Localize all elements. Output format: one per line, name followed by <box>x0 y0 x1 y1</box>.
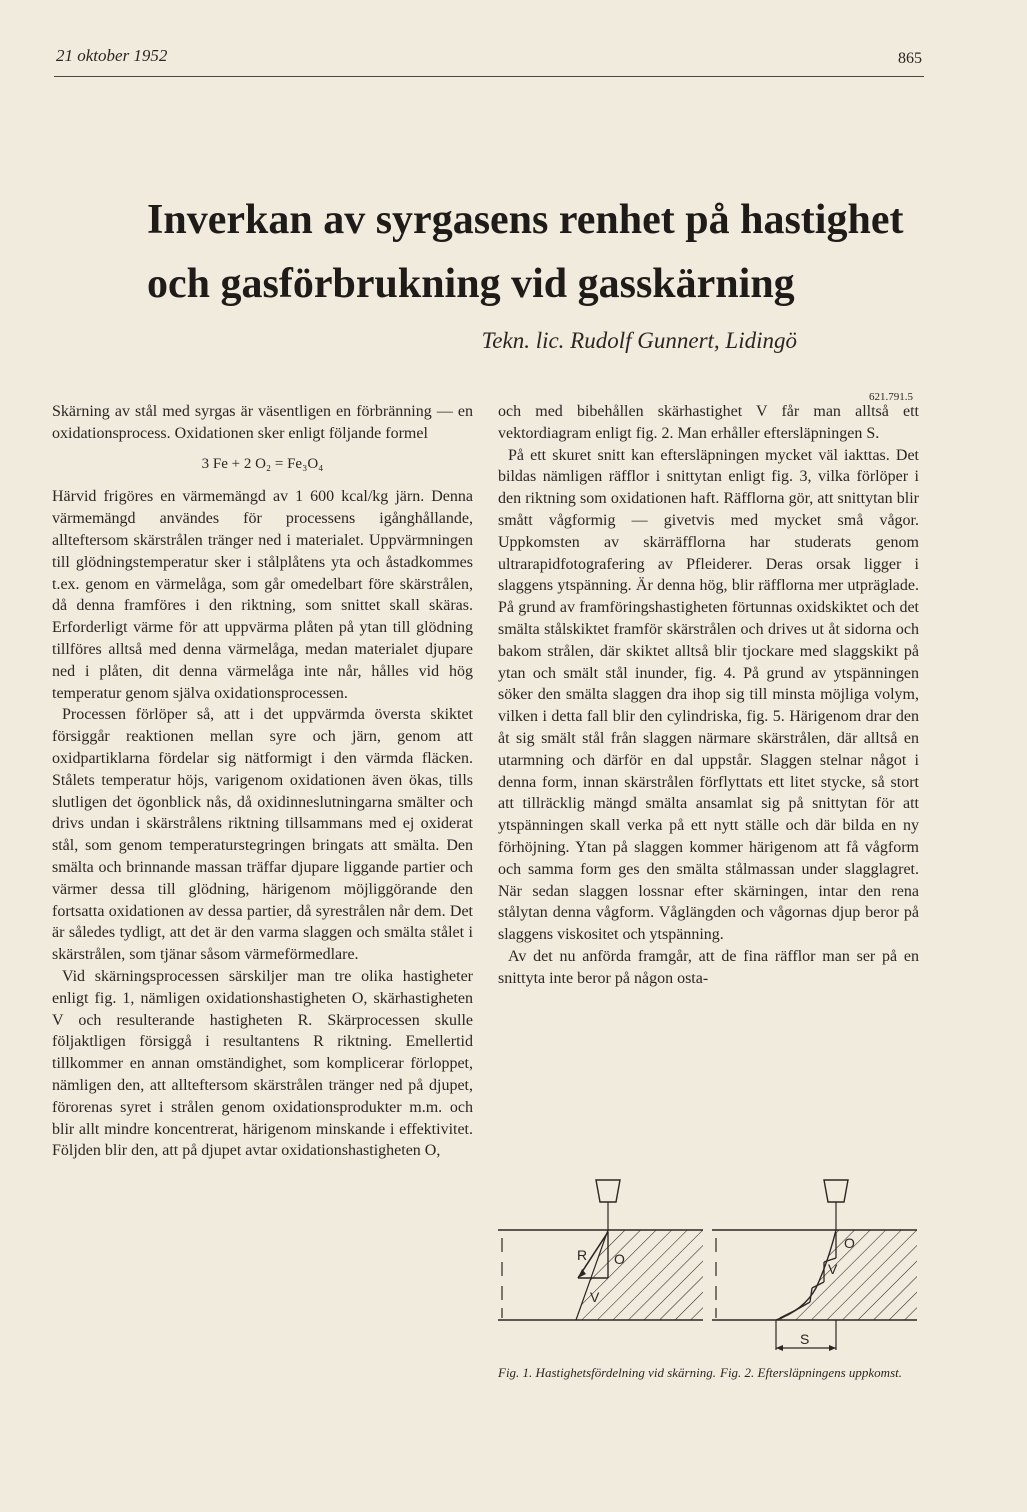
left-paragraph-3: Processen förlöper så, att i det uppvärmda översta skiktet försiggår reaktionen mellan syre och järn, genom att oxidpartiklarna fördelar sig nätformigt i den värmda fläcken. Stålets temperatur höjs, varigenom oxidationen även ökas, tills slutligen det ögonblick nås, då oxidinneslutningarna smälter och drivs undan i skärstrålens riktning tillsammans med ej oxiderat stål, som genom temperaturstegringen bringats att smälta. Den smälta och brinnande massan träffar djupare liggande partier och värmer dessa till glödning, härigenom möjliggörande den fortsatta oxidationen av dessa partier, då syrestrålen når dem. Det är således tydligt, att det är den varma slaggen och smälta stålet i skärstrålen, som tjänar såsom värmeförmedlare. <box>52 706 473 964</box>
page-number: 865 <box>898 50 922 67</box>
nozzle-shape <box>824 1180 848 1202</box>
article-title <box>147 188 947 316</box>
right-paragraph-2: På ett skuret snitt kan eftersläpningen mycket väl iakttas. Det bildas nämligen räfflor i snittytan enligt fig. 3, vilka förlöper i den riktning som oxidationen haft. Räfflorna gör, att snittytan blir smått vågformig — givetvis med mycket små vågor. Uppkomsten av skärräfflorna har studerats genom ultrarapidfotografering av Pfleiderer. Deras orsak ligger i slaggens ytspänning. Är denna hög, blir räfflorna mer utpräglade. På grund av framföringshastigheten förtunnas oxidskiktet och det smälta stålskiktet framför skärstrålen och drives ut åt sidorna och bakom strålen, där skiktet alltså blir tjockare med slaggskikt på ytan och smält stål inunder, fig. 4. På grund av ytspänningen söker den smälta slaggen dra ihop sig till minsta möjliga volym, vilken i detta fall blir den cylindriska, fig. 5. Härigenom drar den åt sig smält stål från slaggen närmare skärstrålen, där alltså en utarmning och därför en dal uppstår. Slaggen stelnar något i denna form, innan skärstrålen förflyttats ett litet stycke, så stort att tillräcklig mängd smälta ansamlat sig på snittytan för att ytspänningen skall verka på ett nytt ställe och där bilda en ny förhöjning. Ytan på slaggen kommer härigenom att få vågform och samma form ges den smälta stålmassan under slagglagret. När sedan slaggen lossnar efter skärningen, intar den rena stålytan denna vågform. Våglängden och vågornas djup beror på slaggens viskositet och ytspänning. <box>498 446 919 944</box>
fig2-label-V: V <box>828 1261 838 1277</box>
fig1-label-V: V <box>590 1289 600 1305</box>
left-paragraph-4: Vid skärningsprocessen särskiljer man tre olika hastigheter enligt fig. 1, nämligen oxidationshastigheten O, skärhastigheten V och resulterande hastigheten R. Skärprocessen skulle följaktligen försiggå i resultantens R riktning. Emellertid tillkommer en annan omständighet, som komplicerar förloppet, nämligen den, att allteftersom skärstrålen tränger ned på djupet, förorenas syret i strålen genom oxidationsprodukter m.m. och blir allt mindre koncentrerat, härigenom minskande i effektivitet. Följden blir den, att på djupet avtar oxidationshastigheten O, <box>52 967 473 1160</box>
udc-classification: 621.791.5 <box>869 391 913 403</box>
nozzle-shape <box>596 1180 620 1202</box>
left-paragraph-1: Skärning av stål med syrgas är väsentligen en förbränning — en oxidationsprocess. Oxidationen sker enligt följande formel <box>52 403 473 442</box>
figure-1-diagram <box>498 1170 708 1370</box>
fig1-label-R: R <box>577 1247 588 1263</box>
right-paragraph-1: och med bibehållen skärhastighet V får man alltså ett vektordiagram enligt fig. 2. Man erhåller eftersläpningen S. <box>498 403 919 442</box>
right-paragraph-3: Av det nu anförda framgår, att de fina räfflor man ser på en snittyta inte beror på någon osta- <box>498 947 919 987</box>
chemical-formula: 3 Fe + 2 O₂ = Fe₃O₄ <box>201 455 324 472</box>
fig1-label-O: O <box>614 1251 625 1267</box>
title-line-2: och gasförbrukning vid gasskärning <box>147 261 795 307</box>
title-line-1: Inverkan av syrgasens renhet på hastighet <box>147 197 904 243</box>
left-column <box>52 401 473 1162</box>
right-column <box>498 401 919 990</box>
article-author: Tekn. lic. Rudolf Gunnert, Lidingö <box>481 328 797 353</box>
page-header <box>54 42 924 77</box>
figure-1-caption: Fig. 1. Hastighetsfördelning vid skärning. <box>498 1365 716 1380</box>
header-date: 21 oktober 1952 <box>56 46 168 65</box>
figure-2-diagram <box>712 1170 922 1370</box>
fig2-label-O: O <box>844 1235 855 1251</box>
figure-2-caption: Fig. 2. Eftersläpningens uppkomst. <box>720 1365 902 1380</box>
fig2-label-S: S <box>800 1331 810 1347</box>
uncut-material-hatch <box>576 1230 703 1320</box>
left-paragraph-2: Härvid frigöres en värmemängd av 1 600 kcal/kg järn. Denna värmemängd användes för processens igånghållande, allteftersom skärstrålen tränger ned i materialet. Uppvärmningen till glödningstemperatur sker i stålplåtens yta och åstadkommes t.ex. genom en värmelåga, som går omedelbart före skärstrålen, då denna framföres i den riktning, som snittet skall skäras. Erforderligt värme för att uppvärma plåten på ytan till glödning tillföres alltså med denna värmelåga, medan materialet djupare ned i plåten, dit denna värmelåga inte når, hålles vid hög temperatur genom själva oxidationsprocessen. <box>52 488 473 702</box>
